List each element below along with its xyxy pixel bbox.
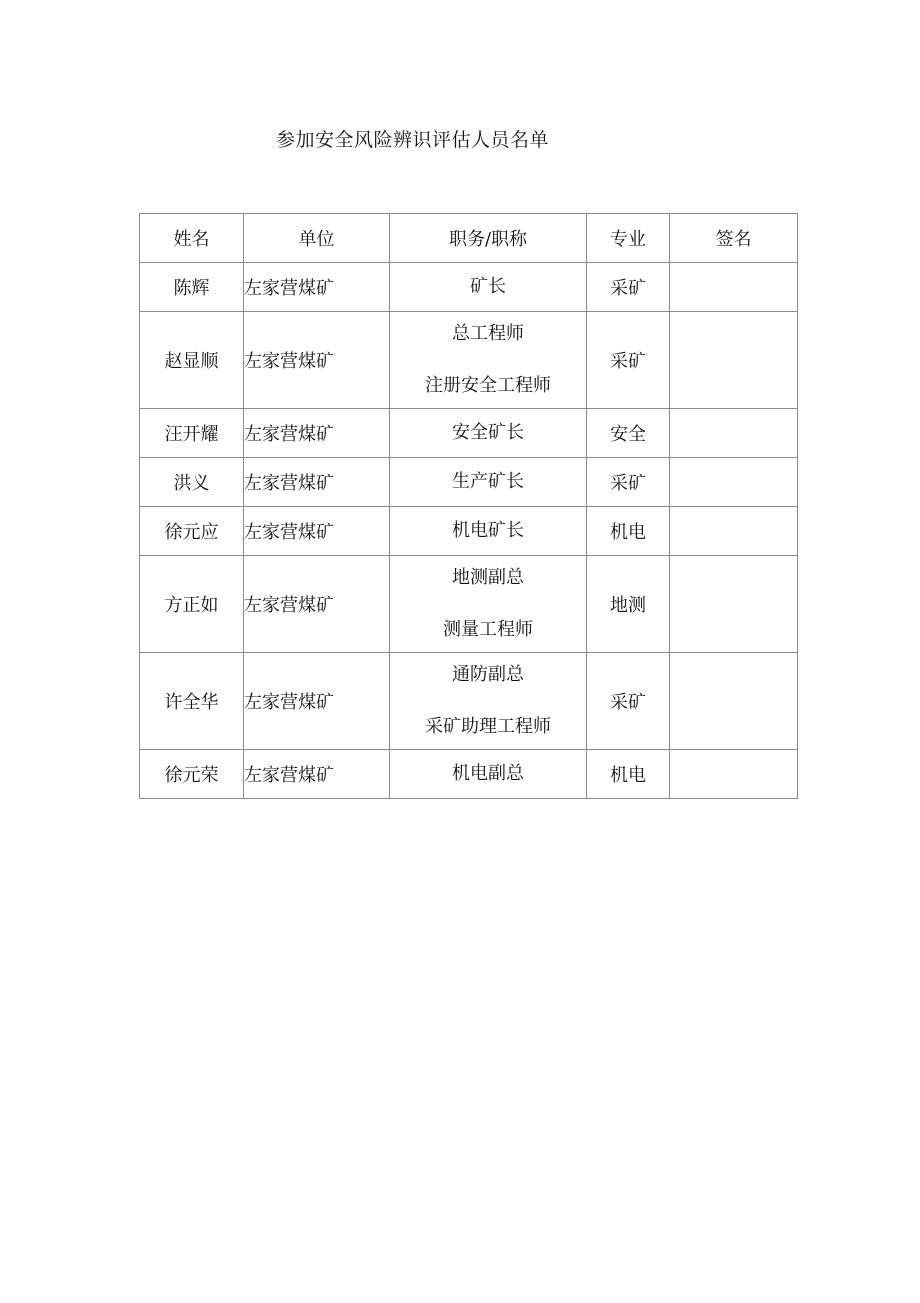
table-row	[140, 458, 798, 507]
cell-major: 采矿	[587, 263, 670, 312]
cell-name: 汪开耀	[140, 409, 244, 458]
cell-signature	[670, 312, 798, 409]
cell-unit: 左家营煤矿	[244, 653, 390, 750]
cell-major: 采矿	[587, 458, 670, 507]
cell-title	[390, 409, 587, 458]
cell-title-line: 地测副总	[452, 567, 524, 588]
cell-major: 机电	[587, 507, 670, 556]
table-row	[140, 263, 798, 312]
cell-title	[390, 507, 587, 556]
cell-signature	[670, 458, 798, 507]
cell-unit: 左家营煤矿	[244, 507, 390, 556]
cell-title	[390, 263, 587, 312]
cell-name: 徐元荣	[140, 750, 244, 799]
cell-signature	[670, 263, 798, 312]
table-header-row	[140, 214, 798, 263]
table-row	[140, 409, 798, 458]
cell-title	[390, 458, 587, 507]
table-row	[140, 556, 798, 653]
cell-unit: 左家营煤矿	[244, 263, 390, 312]
table-row	[140, 312, 798, 409]
cell-unit: 左家营煤矿	[244, 458, 390, 507]
cell-major: 采矿	[587, 653, 670, 750]
cell-title-line: 矿长	[470, 276, 506, 297]
cell-title-line: 采矿助理工程师	[425, 716, 551, 737]
cell-major: 安全	[587, 409, 670, 458]
cell-title	[390, 750, 587, 799]
cell-name: 许全华	[140, 653, 244, 750]
header-signature: 签名	[670, 214, 798, 263]
header-major: 专业	[587, 214, 670, 263]
cell-title	[390, 653, 587, 750]
cell-title	[390, 556, 587, 653]
cell-title	[390, 312, 587, 409]
cell-major: 采矿	[587, 312, 670, 409]
cell-signature	[670, 556, 798, 653]
cell-title-line: 生产矿长	[452, 471, 524, 492]
header-unit: 单位	[244, 214, 390, 263]
cell-title-line: 总工程师	[452, 323, 524, 344]
table-row	[140, 653, 798, 750]
cell-signature	[670, 750, 798, 799]
cell-title-line: 测量工程师	[443, 619, 533, 640]
header-title: 职务/职称	[390, 214, 587, 263]
cell-title-line: 通防副总	[452, 664, 524, 685]
cell-signature	[670, 409, 798, 458]
cell-name: 徐元应	[140, 507, 244, 556]
table-row	[140, 507, 798, 556]
cell-signature	[670, 653, 798, 750]
cell-name: 陈辉	[140, 263, 244, 312]
document-title: 参加安全风险辨识评估人员名单	[276, 129, 550, 151]
cell-major: 机电	[587, 750, 670, 799]
cell-title-line: 机电矿长	[452, 520, 524, 541]
personnel-table	[139, 213, 798, 799]
cell-name: 洪义	[140, 458, 244, 507]
cell-major: 地测	[587, 556, 670, 653]
cell-unit: 左家营煤矿	[244, 409, 390, 458]
cell-unit: 左家营煤矿	[244, 556, 390, 653]
cell-name: 赵显顺	[140, 312, 244, 409]
cell-signature	[670, 507, 798, 556]
cell-title-line: 注册安全工程师	[425, 375, 551, 396]
header-name: 姓名	[140, 214, 244, 263]
cell-title-line: 机电副总	[452, 763, 524, 784]
cell-unit: 左家营煤矿	[244, 312, 390, 409]
cell-name: 方正如	[140, 556, 244, 653]
table-row	[140, 750, 798, 799]
cell-unit: 左家营煤矿	[244, 750, 390, 799]
table-body	[140, 214, 798, 799]
cell-title-line: 安全矿长	[452, 422, 524, 443]
